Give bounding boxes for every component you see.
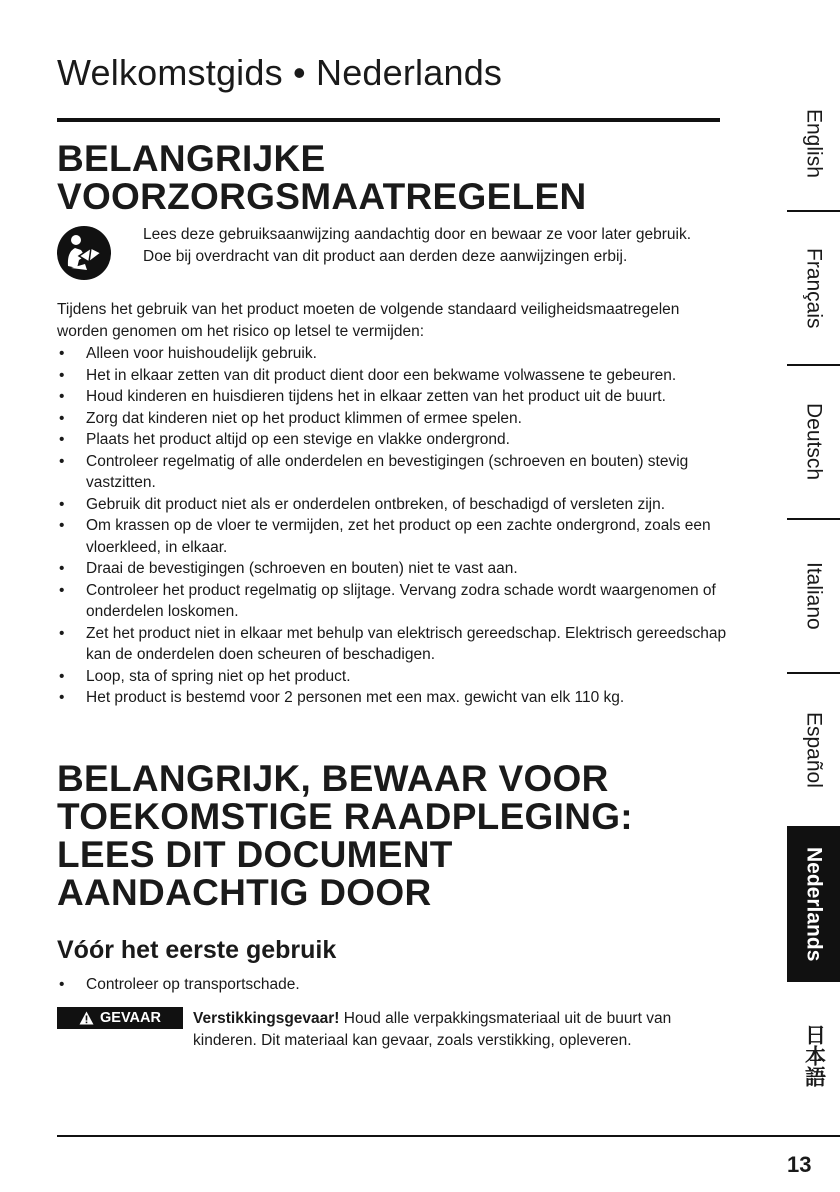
list-item: • Draai de bevestigingen (schroeven en bouten) niet te vast aan. [57,558,729,580]
danger-bold: Verstikkingsgevaar! [193,1010,340,1027]
safety-heading-line: BELANGRIJKE [57,138,326,179]
list-item: • Het in elkaar zetten van dit product dient door een bekwame volwassene te gebeuren. [57,365,729,387]
lead-text: Tijdens het gebruik van het product moeten de volgende standaard veiligheidsmaatregelen worden genomen om het risico op letsel te vermijden: [57,301,680,340]
tab-label: Español [802,712,826,788]
intro-text: Lees deze gebruiksaanwijzing aandachtig door en bewaar ze voor later gebruik. Doe bij overdracht van dit product aan derden deze aanwijzingen erbij. [143,226,692,265]
tab-label: English [802,108,826,178]
list-item: • Controleer regelmatig of alle onderdelen en bevestigingen (schroeven en bouten) stevig vastzitten. [57,451,729,494]
tab-divider [787,518,840,520]
tab-label: Italiano [802,562,826,630]
page-number: 13 [787,1152,812,1177]
tab-francais[interactable] [787,214,840,362]
tab-label: Nederlands [802,846,826,962]
tab-italiano[interactable] [787,522,840,670]
read-manual-icon [57,226,111,280]
keep-heading-line: TOEKOMSTIGE RAADPLEGING: [57,796,633,837]
list-item: • Het product is bestemd voor 2 personen met een max. gewicht van elk 110 kg. [57,687,729,709]
keep-heading-line: LEES DIT DOCUMENT [57,834,453,875]
keep-heading-line: BELANGRIJK, BEWAAR VOOR [57,758,609,799]
tab-divider [787,364,840,366]
list-item: • Zet het product niet in elkaar met behulp van elektrisch gereedschap. Elektrisch gereedschap kan de onderdelen doen scheuren of beschadigen. [57,623,729,666]
danger-badge [57,1007,183,1029]
list-item: • Plaats het product altijd op een stevige en vlakke ondergrond. [57,429,729,451]
tab-divider [787,672,840,674]
list-item: • Gebruik dit product niet als er onderdelen ontbreken, of beschadigd of versleten zijn. [57,494,729,516]
tab-nederlands[interactable] [787,826,840,982]
tab-label: Deutsch [802,403,826,481]
tab-label: Français [802,247,826,329]
list-item: • Controleer het product regelmatig op slijtage. Vervang zodra schade wordt waargenomen of onderdelen loskomen. [57,580,729,623]
list-item: • Om krassen op de vloer te vermijden, zet het product op een zachte ondergrond, zoals een vloerkleed, in elkaar. [57,515,729,558]
tab-english[interactable] [787,78,840,208]
list-item: • Houd kinderen en huisdieren tijdens het in elkaar zetten van het product uit de buurt. [57,386,729,408]
footer-rule [57,1135,840,1137]
keep-heading-line: AANDACHTIG DOOR [57,872,432,913]
safety-list [57,343,729,709]
danger-body: Houd alle verpakkingsmateriaal uit de buurt van kinderen. Dit materiaal kan gevaar, zoals verstikking, opleveren. [193,1010,672,1049]
title-rule [57,118,720,122]
tab-label: 日本語 [802,1023,826,1087]
list-item: • Controleer op transportschade. [57,974,727,996]
keep-heading [57,760,727,912]
warning-triangle-icon [79,1011,94,1025]
danger-label: GEVAAR [100,1010,161,1026]
list-item: • Zorg dat kinderen niet op het product klimmen of ermee spelen. [57,408,729,430]
page-title: Welkomstgids • Nederlands [57,52,503,93]
danger-text [193,1008,733,1051]
tab-deutsch[interactable] [787,368,840,516]
tab-japanese[interactable] [787,1000,840,1110]
first-use-list [57,974,727,996]
list-item: • Loop, sta of spring niet op het product. [57,666,729,688]
first-use-heading: Vóór het eerste gebruik [57,936,337,964]
tab-divider [787,210,840,212]
safety-heading-line: VOORZORGSMAATREGELEN [57,176,587,217]
safety-heading [57,140,727,216]
list-item: • Alleen voor huishoudelijk gebruik. [57,343,729,365]
tab-espanol[interactable] [787,676,840,824]
